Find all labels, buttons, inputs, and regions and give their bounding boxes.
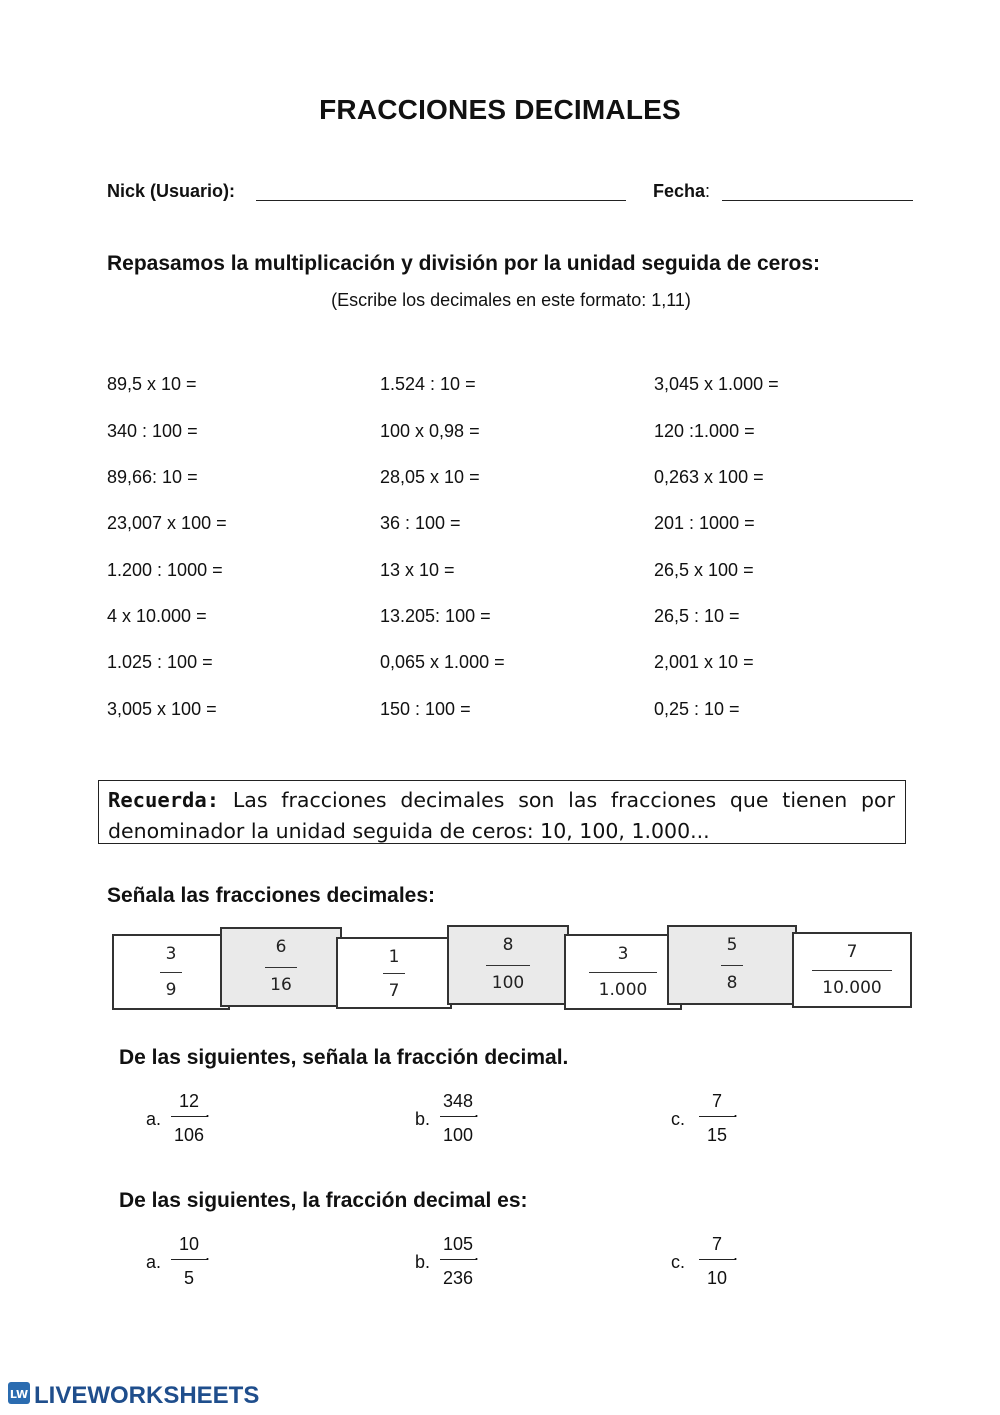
fecha-colon: : — [705, 181, 711, 201]
operation-item: 1.200 : 1000 = — [107, 560, 223, 580]
fraction-bar — [171, 1116, 207, 1117]
section1-heading: Repasamos la multiplicación y división por la unidad seguida de ceros: — [107, 252, 821, 275]
operation-item: 2,001 x 10 = — [654, 652, 754, 672]
fraction-numerator: 8 — [502, 935, 514, 955]
operation-item: 23,007 x 100 = — [107, 513, 227, 533]
operation-item: 89,5 x 10 = — [107, 374, 197, 394]
option-letter: a. — [146, 1109, 162, 1129]
section2-heading: Señala las fracciones decimales: — [107, 884, 436, 907]
fraction-denominator: 9 — [165, 980, 177, 1000]
fraction-numerator: 5 — [726, 935, 738, 955]
operation-item: 0,25 : 10 = — [654, 699, 740, 719]
operation-item: 28,05 x 10 = — [380, 467, 480, 487]
operation-item: 36 : 100 = — [380, 513, 461, 533]
operation-item: 1.025 : 100 = — [107, 652, 213, 672]
option-letter: c. — [671, 1109, 686, 1129]
fraction-denominator: 1.000 — [598, 980, 648, 1000]
operation-item: 26,5 : 10 = — [654, 606, 740, 626]
operation-item: 13 x 10 = — [380, 560, 455, 580]
question2-heading: De las siguientes, la fracción decimal es: — [119, 1189, 528, 1212]
nick-field[interactable] — [256, 200, 626, 201]
fraction-denominator: 10 — [706, 1268, 728, 1288]
question1-heading: De las siguientes, señala la fracción decimal. — [119, 1046, 569, 1069]
option-fraction — [699, 1234, 735, 1289]
option-fraction — [171, 1234, 207, 1289]
fecha-label: Fecha — [653, 181, 706, 201]
fraction-bar — [589, 972, 657, 973]
fraction-bar — [440, 1259, 476, 1260]
fecha-field[interactable] — [722, 200, 913, 201]
option-fraction — [171, 1091, 207, 1146]
fraction-denominator: 100 — [442, 1125, 474, 1145]
option-fraction — [440, 1091, 476, 1146]
operation-item: 26,5 x 100 = — [654, 560, 754, 580]
fraction-card[interactable] — [667, 925, 797, 1005]
recuerda-box — [98, 780, 906, 844]
fraction-numerator: 7 — [711, 1091, 722, 1111]
fraction-numerator: 12 — [178, 1091, 200, 1111]
section1-note: (Escribe los decimales en este formato: 1,11) — [331, 290, 691, 310]
brand-name: LIVEWORKSHEETS — [34, 1382, 260, 1409]
fraction-bar — [699, 1259, 735, 1260]
option-letter: a. — [146, 1252, 162, 1272]
fraction-bar — [383, 973, 405, 974]
option-letter: c. — [671, 1252, 686, 1272]
fraction-bar — [440, 1116, 476, 1117]
fraction-denominator: 106 — [173, 1125, 205, 1145]
fraction-dot: . — [205, 1244, 211, 1264]
operation-item: 340 : 100 = — [107, 421, 198, 441]
operation-item: 3,045 x 1.000 = — [654, 374, 779, 394]
fraction-denominator: 15 — [706, 1125, 728, 1145]
fraction-denominator: 100 — [491, 973, 525, 993]
operation-item: 4 x 10.000 = — [107, 606, 207, 626]
option-fraction — [699, 1091, 735, 1146]
operation-item: 0,065 x 1.000 = — [380, 652, 505, 672]
operation-item: 0,263 x 100 = — [654, 467, 764, 487]
recuerda-label: Recuerda: — [108, 788, 220, 812]
fraction-numerator: 10 — [178, 1234, 200, 1254]
operation-item: 120 :1.000 = — [654, 421, 755, 441]
liveworksheets-logo — [6, 1380, 296, 1415]
fraction-denominator: 236 — [442, 1268, 474, 1288]
fraction-card[interactable] — [447, 925, 569, 1005]
fraction-bar — [721, 965, 743, 966]
fraction-numerator: 348 — [442, 1091, 474, 1111]
fraction-numerator: 6 — [275, 937, 287, 957]
operation-item: 100 x 0,98 = — [380, 421, 480, 441]
fecha-label-group — [653, 181, 710, 202]
fraction-numerator: 7 — [846, 942, 858, 962]
operation-item: 13.205: 100 = — [380, 606, 491, 626]
fraction-bar — [160, 972, 182, 973]
operation-item: 89,66: 10 = — [107, 467, 198, 487]
fraction-bar — [699, 1116, 735, 1117]
fraction-numerator: 3 — [165, 944, 177, 964]
fraction-bar — [171, 1259, 207, 1260]
fraction-bar — [486, 965, 530, 966]
operation-item: 1.524 : 10 = — [380, 374, 476, 394]
option-letter: b. — [415, 1109, 431, 1129]
fraction-dot: . — [474, 1244, 480, 1264]
fraction-bar — [812, 970, 892, 971]
fraction-dot: . — [733, 1101, 739, 1121]
page-title: FRACCIONES DECIMALES — [319, 94, 681, 125]
fraction-numerator: 105 — [442, 1234, 474, 1254]
logo-mark: LW — [9, 1388, 29, 1401]
fraction-bar — [265, 967, 297, 968]
fraction-numerator: 1 — [388, 947, 400, 967]
fraction-card[interactable] — [792, 932, 912, 1008]
operation-item: 150 : 100 = — [380, 699, 471, 719]
nick-label: Nick (Usuario): — [107, 181, 236, 201]
option-fraction — [440, 1234, 476, 1289]
fraction-dot: . — [733, 1244, 739, 1264]
fraction-numerator: 7 — [711, 1234, 722, 1254]
fraction-denominator: 8 — [726, 973, 738, 993]
operation-item: 201 : 1000 = — [654, 513, 755, 533]
fraction-card[interactable] — [336, 937, 452, 1009]
fraction-card[interactable] — [220, 927, 342, 1007]
fraction-card[interactable] — [564, 934, 682, 1010]
recuerda-text: Las fracciones decimales son las fracciones que tienen por denominador la unidad seguida de ceros: 10, 100, 1.000... — [108, 788, 895, 843]
fraction-card[interactable] — [112, 934, 230, 1010]
fraction-dot: . — [474, 1101, 480, 1121]
option-letter: b. — [415, 1252, 431, 1272]
fraction-denominator: 5 — [183, 1268, 194, 1288]
operation-item: 3,005 x 100 = — [107, 699, 217, 719]
fraction-denominator: 7 — [388, 981, 400, 1001]
fraction-numerator: 3 — [617, 944, 629, 964]
fraction-denominator: 16 — [270, 975, 292, 995]
fraction-denominator: 10.000 — [822, 978, 882, 998]
fraction-dot: . — [205, 1101, 211, 1121]
